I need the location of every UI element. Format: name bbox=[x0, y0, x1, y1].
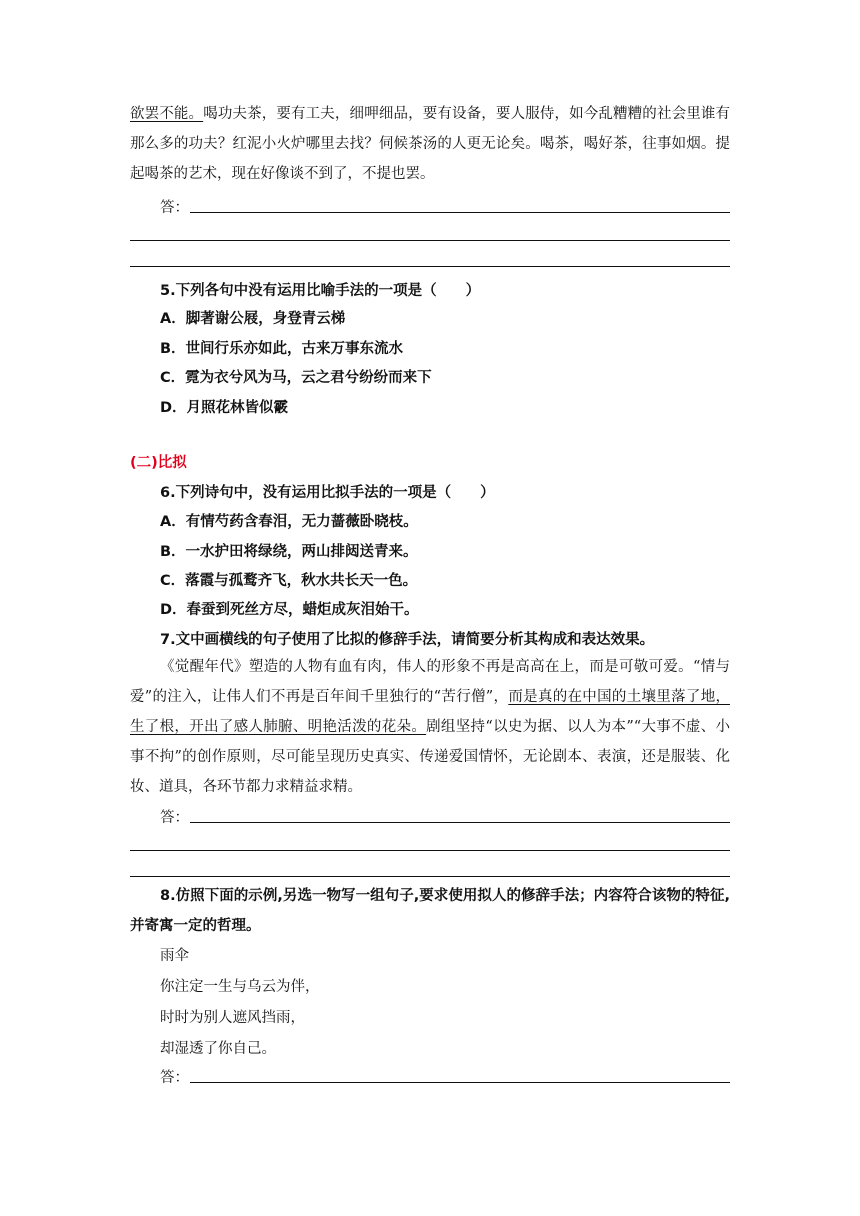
q5-stem: 5.下列各句中没有运用比喻手法的一项是（ ） bbox=[160, 283, 481, 299]
q7-stem: 7.文中画横线的句子使用了比拟的修辞手法，请简要分析其构成和表达效果。 bbox=[160, 632, 655, 648]
q4-answer-line-3[interactable] bbox=[130, 266, 730, 267]
q8-stem: 8.仿照下面的示例,另选一物写一组句子,要求使用拟人的修辞手法；内容符合该物的特征,并寄寓一定的哲理。 bbox=[130, 888, 730, 934]
q6-option-a: A．有情芍药含春泪，无力蔷薇卧晓枝。 bbox=[160, 514, 418, 530]
q8-example-line-1: 你注定一生与乌云为伴， bbox=[160, 979, 320, 995]
q5-option-c: C．霓为衣兮风为马，云之君兮纷纷而来下 bbox=[160, 370, 432, 386]
q5-option-a: A．脚著谢公屐，身登青云梯 bbox=[160, 311, 346, 327]
q8-example-line-2: 时时为别人遮风挡雨， bbox=[160, 1010, 305, 1026]
q6-option-c: C．落霞与孤鹜齐飞，秋水共长天一色。 bbox=[160, 573, 418, 589]
q6-option-b: B．一水护田将绿绕，两山排闼送青来。 bbox=[160, 544, 418, 560]
q4-underlined-text: 欲罢不能。 bbox=[130, 106, 204, 122]
q7-passage-after: 剧组坚持“以史为据、以人为本”“大事不虚、小事不拘”的创作原则，尽可能呈现历史真实、传递爱国情怀，无论剧本、表演，还是服装、化妆、道具，各环节都力求精益求精。 bbox=[130, 719, 730, 795]
q7-answer-line-2[interactable] bbox=[130, 850, 730, 851]
q7-answer-label: 答： bbox=[160, 810, 189, 826]
q4-answer-line-1[interactable] bbox=[190, 212, 730, 213]
q7-underlined-sentence: 而是真的在中国的土壤里落了地，生了根，开出了感人肺腑、明艳活泼的花朵。 bbox=[130, 689, 730, 735]
section-heading-bini: (二)比拟 bbox=[130, 455, 187, 471]
q8-answer-label: 答： bbox=[160, 1070, 189, 1086]
q5-option-b: B．世间行乐亦如此，古来万事东流水 bbox=[160, 341, 404, 357]
q4-answer-label: 答： bbox=[160, 200, 189, 216]
q8-answer-line-1[interactable] bbox=[190, 1082, 730, 1083]
q4-passage bbox=[130, 99, 730, 189]
q4-passage-text: 喝功夫茶，要有工夫，细呷细品，要有设备，要人服侍，如今乱糟糟的社会里谁有那么多的功夫？红泥小火炉哪里去找？伺候茶汤的人更无论矣。喝茶，喝好茶，往事如烟。提起喝茶的艺术，现在好像谈不到了，不提也罢。 bbox=[130, 106, 730, 182]
q7-passage-before: 《觉醒年代》塑造的人物有血有肉，伟人的形象不再是高高在上，而是可敬可爱。“情与爱”的注入，让伟人们不再是百年间千里独行的“苦行僧”， bbox=[130, 659, 730, 705]
q7-passage bbox=[130, 652, 730, 802]
q6-option-d: D．春蚕到死丝方尽，蜡炬成灰泪始干。 bbox=[160, 602, 419, 618]
q7-answer-line-3[interactable] bbox=[130, 876, 730, 877]
q4-answer-line-2[interactable] bbox=[130, 240, 730, 241]
q6-stem: 6.下列诗句中，没有运用比拟手法的一项是（ ） bbox=[160, 485, 495, 501]
q8-example-title: 雨伞 bbox=[160, 948, 189, 964]
q8-example-line-3: 却湿透了你自己。 bbox=[160, 1041, 276, 1057]
q5-option-d: D．月照花林皆似霰 bbox=[160, 400, 289, 416]
q7-answer-line-1[interactable] bbox=[190, 822, 730, 823]
